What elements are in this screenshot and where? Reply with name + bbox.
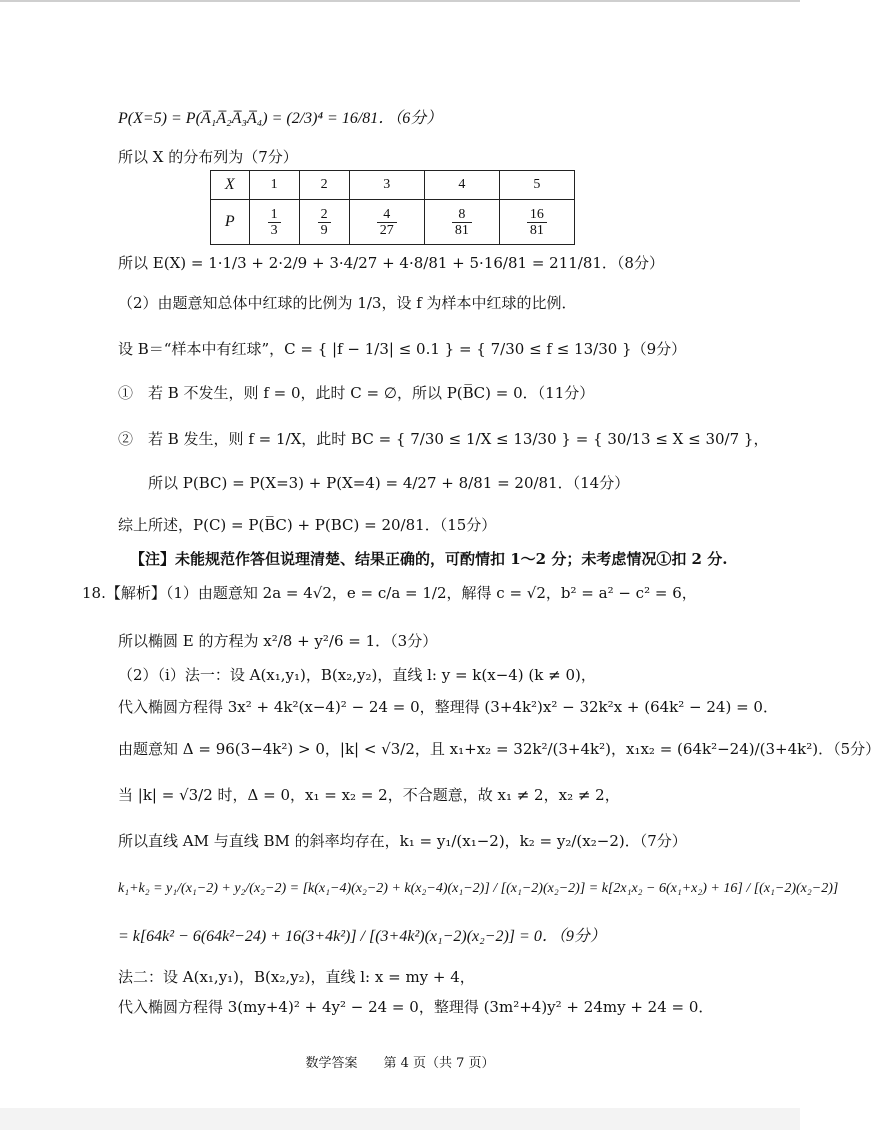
case-2-result: 所以 P(BC) = P(X=3) + P(X=4) = 4/27 + 8/81 = 20/81．（14分） bbox=[148, 474, 630, 492]
fraction-denominator: 27 bbox=[379, 222, 394, 238]
fraction-denominator: 81 bbox=[529, 222, 544, 238]
table-cell-x-5: 5 bbox=[499, 171, 574, 200]
part2-intro: （2）由题意知总体中红球的比例为 1/3，设 f 为样本中红球的比例． bbox=[118, 294, 577, 312]
fraction-numerator: 2 bbox=[318, 207, 331, 223]
method-1-setup: （2）（i）法一：设 A(x₁,y₁)，B(x₂,y₂)，直线 l: y = k(x−4) (k ≠ 0)， bbox=[118, 666, 596, 684]
summary-line: 综上所述，P(C) = P(B̅C) + P(BC) = 20/81．（15分） bbox=[118, 516, 497, 534]
table-row-p bbox=[211, 200, 575, 245]
table-cell-p-4 bbox=[424, 200, 499, 245]
table-cell-x-3: 3 bbox=[349, 171, 424, 200]
table-cell-x-1: 1 bbox=[249, 171, 299, 200]
bottom-margin bbox=[0, 1108, 800, 1130]
question-18-heading: 18.【解析】（1）由题意知 2a = 4√2，e = c/a = 1/2，解得 c = √2，b² = a² − c² = 6， bbox=[82, 584, 697, 602]
distribution-table bbox=[210, 170, 575, 245]
table-cell-x-2: 2 bbox=[299, 171, 349, 200]
grading-note: 【注】未能规范作答但说理清楚、结果正确的，可酌情扣 1～2 分；未考虑情况①扣 2 分. bbox=[130, 550, 728, 568]
definition-b-c: 设 B＝“样本中有红球”，C = { |f − 1/3| ≤ 0.1 } = { 7/30 ≤ f ≤ 13/30 }（9分） bbox=[118, 340, 687, 358]
fraction-denominator: 9 bbox=[320, 222, 328, 238]
fraction-numerator: 16 bbox=[527, 207, 547, 223]
table-cell-p-1 bbox=[249, 200, 299, 245]
method-2-substitution: 代入椭圆方程得 3(my+4)² + 4y² − 24 = 0，整理得 (3m²+4)y² + 24my + 24 = 0． bbox=[118, 998, 714, 1016]
case-1: ① 若 B 不发生，则 f = 0，此时 C = ∅，所以 P(B̅C) = 0．（11分） bbox=[118, 384, 595, 402]
method-2-setup: 法二：设 A(x₁,y₁)，B(x₂,y₂)，直线 l: x = my + 4， bbox=[118, 968, 475, 986]
top-rule bbox=[0, 0, 800, 2]
equation-p-x5: P(X=5) = P(A̅₁A̅₂A̅₃A̅₄) = (2/3)⁴ = 16/81．（6分） bbox=[118, 110, 443, 127]
fraction-numerator: 8 bbox=[452, 207, 472, 223]
table-cell-p-2 bbox=[299, 200, 349, 245]
expectation-line: 所以 E(X) = 1·1/3 + 2·2/9 + 3·4/27 + 4·8/81 + 5·16/81 = 211/81．（8分） bbox=[118, 254, 664, 272]
table-cell-p-3 bbox=[349, 200, 424, 245]
slope-sum-line-1: k₁+k₂ = y₁/(x₁−2) + y₂/(x₂−2) = [k(x₁−4)(x₂−2) + k(x₂−4)(x₁−2)] / [(x₁−2)(x₂−2)] = k[2x₁x₂ − 6(x₁+x₂) + 16] / [(x₁−2)(x₂−2)] bbox=[118, 881, 839, 896]
fraction-numerator: 1 bbox=[268, 207, 281, 223]
table-cell-x-4: 4 bbox=[424, 171, 499, 200]
table-cell-p-5 bbox=[499, 200, 574, 245]
discriminant-line: 由题意知 Δ = 96(3−4k²) > 0，|k| < √3/2，且 x₁+x₂ = 32k²/(3+4k²)，x₁x₂ = (64k²−24)/(3+4k²)．（5分） bbox=[118, 740, 880, 758]
table-header-p: P bbox=[211, 200, 250, 245]
method-1-substitution: 代入椭圆方程得 3x² + 4k²(x−4)² − 24 = 0，整理得 (3+4k²)x² − 32k²x + (64k² − 24) = 0． bbox=[118, 698, 778, 716]
fraction-numerator: 4 bbox=[377, 207, 397, 223]
table-row-x bbox=[211, 171, 575, 200]
distribution-intro: 所以 X 的分布列为（7分） bbox=[118, 148, 298, 166]
table-header-x: X bbox=[211, 171, 250, 200]
page-footer: 数学答案 第 4 页（共 7 页） bbox=[305, 1056, 495, 1071]
slopes-line: 所以直线 AM 与直线 BM 的斜率均存在，k₁ = y₁/(x₁−2)，k₂ = y₂/(x₂−2)．（7分） bbox=[118, 832, 687, 850]
case-2: ② 若 B 发生，则 f = 1/X，此时 BC = { 7/30 ≤ 1/X ≤ 13/30 } = { 30/13 ≤ X ≤ 30/7 }， bbox=[118, 430, 769, 448]
edge-case-line: 当 |k| = √3/2 时，Δ = 0，x₁ = x₂ = 2，不合题意，故 x₁ ≠ 2，x₂ ≠ 2， bbox=[118, 786, 620, 804]
fraction-denominator: 81 bbox=[454, 222, 469, 238]
fraction-denominator: 3 bbox=[270, 222, 278, 238]
slope-sum-line-2: = k[64k² − 6(64k²−24) + 16(3+4k²)] / [(3+4k²)(x₁−2)(x₂−2)] = 0．（9分） bbox=[118, 928, 606, 945]
ellipse-equation: 所以椭圆 E 的方程为 x²/8 + y²/6 = 1．（3分） bbox=[118, 632, 438, 650]
